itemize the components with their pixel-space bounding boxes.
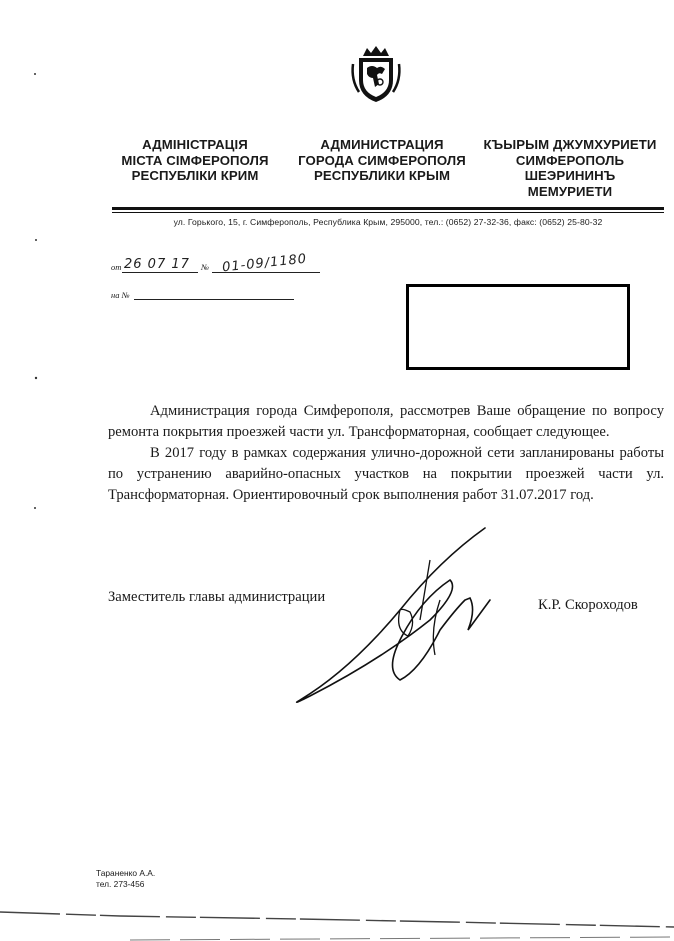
- header-ru-line-1: АДМИНИСТРАЦИЯ: [320, 137, 444, 152]
- header-ua-line-1: АДМІНІСТРАЦІЯ: [142, 137, 248, 152]
- body-paragraph-2: В 2017 году в рамках содержания улично-дорожной сети запланированы работы по устранению аварийно-опасных участков на покрытии проезжей части ул. Трансформаторная. Ориентировочный срок выполнения работ 31.07.2017 год.: [108, 445, 664, 503]
- header-ru-line-2: ГОРОДА СИМФЕРОПОЛЯ: [298, 152, 466, 168]
- body-paragraph-1: Администрация города Симферополя, рассмотрев Ваше обращение по вопросу ремонта покрытия проезжей части ул. Трансформаторная, сообщает следующее.: [108, 403, 664, 440]
- registration-date: 26 07 17: [124, 257, 190, 272]
- organization-address: ул. Горького, 15, г. Симферополь, Республика Крым, 295000, тел.: (0652) 27-32-36, факс: (0652) 25-80-32: [173, 217, 603, 227]
- number-label: №: [201, 262, 210, 272]
- header-crh-line-4: МЕМУРИЕТИ: [527, 183, 613, 199]
- signer-name: К.Р. Скороходов: [538, 597, 638, 613]
- header-crh-line-2: СИМФЕРОПОЛЬ: [515, 152, 625, 168]
- header-ua-line-2: МІСТА СІМФЕРОПОЛЯ: [121, 152, 269, 168]
- executor-name: Тараненко А.А.: [96, 868, 156, 878]
- signer-title: Заместитель главы администрации: [108, 589, 326, 605]
- reference-label: на №: [111, 290, 130, 300]
- from-label: от: [111, 262, 122, 272]
- executor-phone: тел. 273-456: [96, 879, 145, 889]
- header-crh-line-1: КЪЫРЫМ ДЖУМХУРИЕТИ: [483, 137, 657, 152]
- header-ru-line-3: РЕСПУБЛИКИ КРЫМ: [313, 168, 451, 183]
- header-crh-line-3: ШЕЭРИНИНЪ: [524, 168, 616, 183]
- registration-number: 01-09/1180: [221, 251, 308, 276]
- header-ua-line-3: РЕСПУБЛІКИ КРИМ: [131, 168, 259, 183]
